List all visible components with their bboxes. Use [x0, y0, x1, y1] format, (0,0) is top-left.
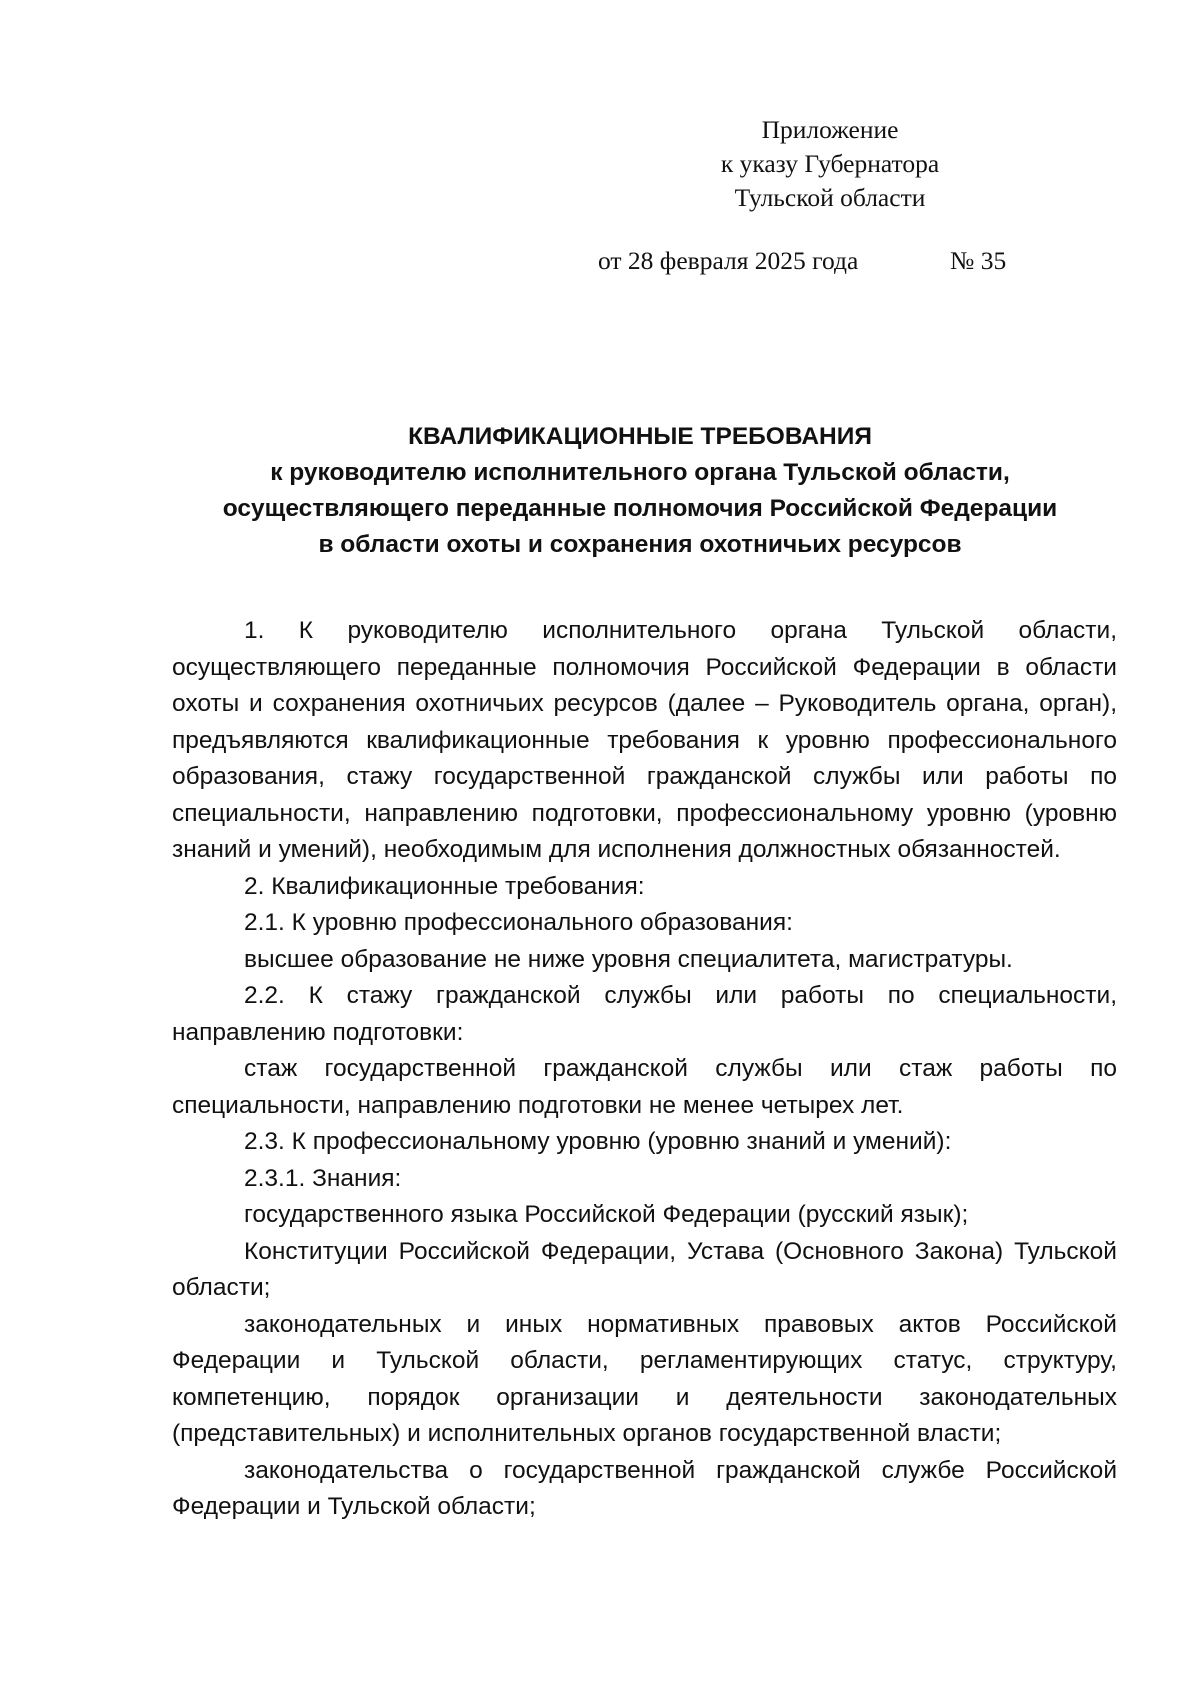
annex-region: Тульской области [734, 183, 926, 212]
paragraph-2-2-text: стаж государственной гражданской службы или стаж работы по специальности, направлению подготовки не менее четырех лет. [172, 1055, 1117, 1119]
decree-date: от 28 февраля 2025 года [598, 246, 859, 275]
paragraph-2-3-1: 2.3.1. Знания: [244, 1164, 402, 1192]
annex-decree-reference: к указу Губернатора [720, 149, 940, 178]
paragraph-2: 2. Квалификационные требования: [244, 872, 645, 900]
document-title [160, 419, 1120, 563]
title-line-2: к руководителю исполнительного органа Тульской области, [270, 459, 1010, 486]
knowledge-item-constitution: Конституции Российской Федерации, Устава (Основного Закона) Тульской области; [172, 1237, 1117, 1301]
paragraph-2-1: 2.1. К уровню профессионального образования: [244, 909, 793, 936]
title-line-4: в области охоты и сохранения охотничьих ресурсов [318, 531, 962, 558]
paragraph-1: 1. К руководителю исполнительного органа Тульской области, осуществляющего переданные полномочия Российской Федерации в области охоты и сохранения охотничьих ресурсов (далее – Руководитель органа, орган), предъявляются квалификационные требования к уровню профессионального образования, стажу государственной гражданской службы или работы по специальности, направлению подготовки, профессиональному уровню (уровню знаний и умений), необходимым для исполнения должностных обязанностей. [172, 617, 1117, 863]
knowledge-item-legislation: законодательных и иных нормативных правовых актов Российской Федерации и Тульской области, регламентирующих статус, структуру, компетенцию, порядок организации и деятельности законодательных (представительных) и исполнительных органов государственной власти; [172, 1310, 1117, 1447]
annex-label: Приложение [761, 115, 899, 144]
knowledge-item-civil-service-law: законодательства о государственной гражданской службе Российской Федерации и Тульской области; [172, 1456, 1117, 1520]
decree-number: № 35 [950, 246, 1007, 275]
title-line-1: КВАЛИФИКАЦИОННЫЕ ТРЕБОВАНИЯ [408, 423, 872, 450]
knowledge-item-language: государственного языка Российской Федерации (русский язык); [244, 1201, 969, 1228]
title-line-3: осуществляющего переданные полномочия Российской Федерации [222, 495, 1058, 522]
paragraph-2-1-text: высшее образование не ниже уровня специалитета, магистратуры. [244, 945, 1013, 973]
paragraph-2-2: 2.2. К стажу гражданской службы или работы по специальности, направлению подготовки: [172, 982, 1117, 1046]
decree-date-line [598, 244, 1018, 278]
document-body [172, 613, 1117, 1526]
annex-header [700, 113, 960, 215]
paragraph-2-3: 2.3. К профессиональному уровню (уровню знаний и умений): [244, 1128, 952, 1155]
